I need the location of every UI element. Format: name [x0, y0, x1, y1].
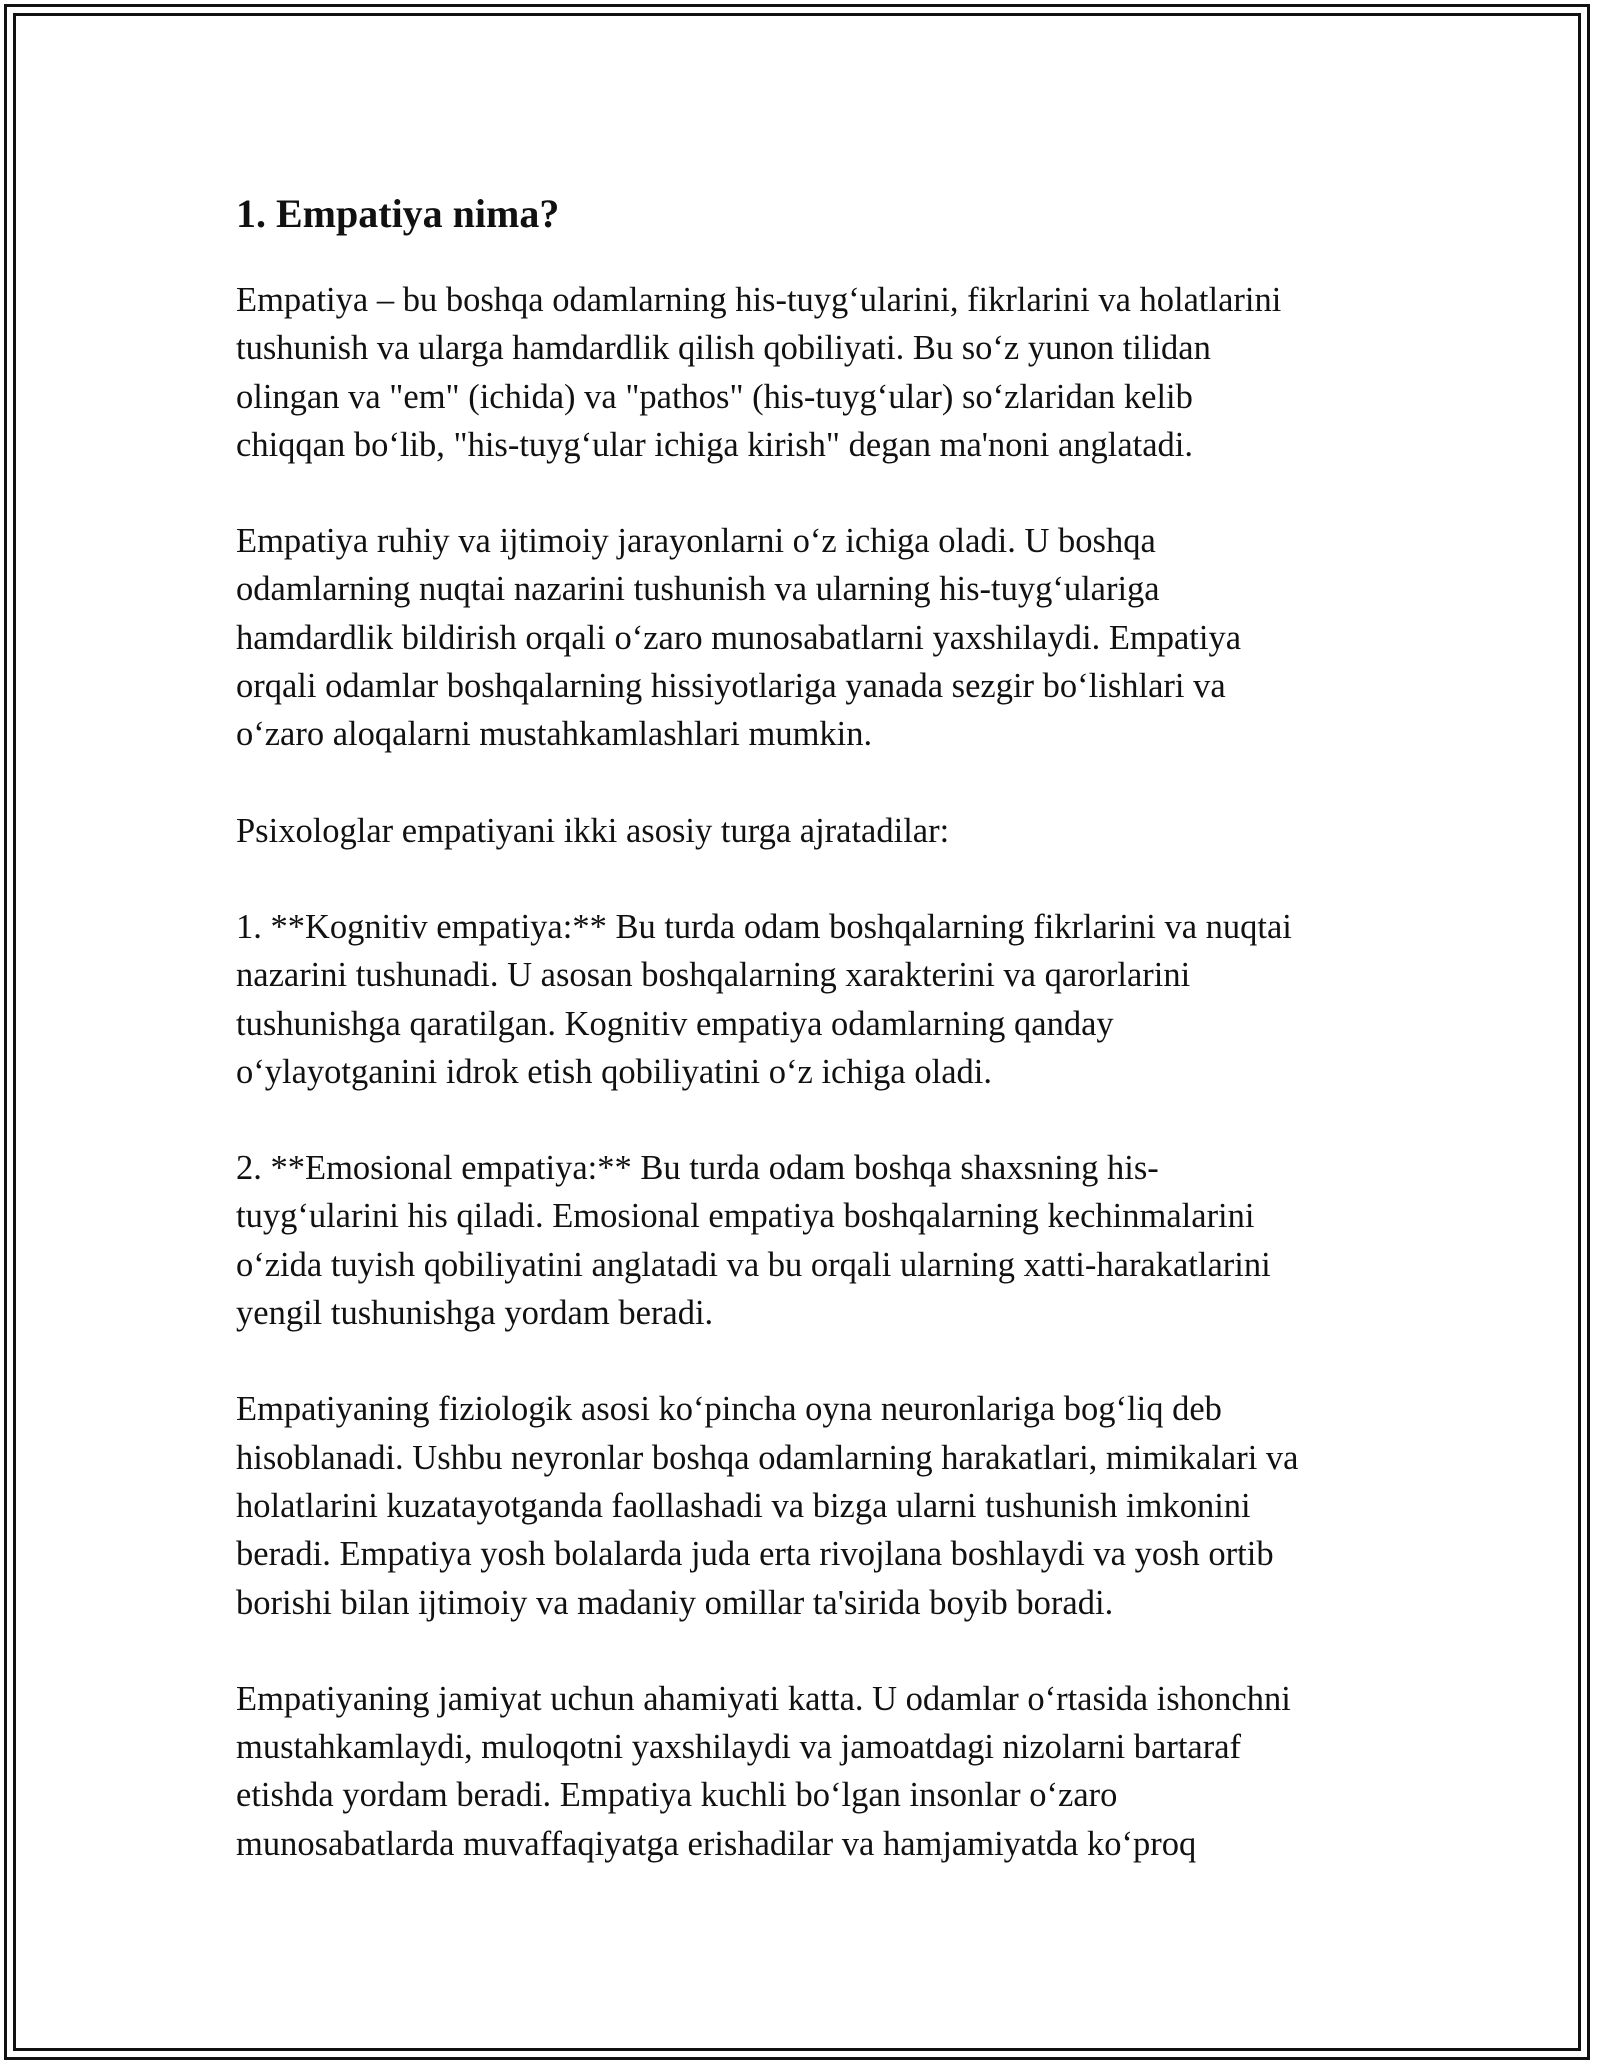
paragraph-society: [236, 1675, 1376, 1868]
text-line: olingan va "em" (ichida) va "pathos" (his-tuyg‘ular) so‘zlaridan kelib: [236, 377, 1193, 416]
text-line: orqali odamlar boshqalarning hissiyotlariga yanada sezgir bo‘lishlari va: [236, 667, 1226, 706]
text-line: hisoblanadi. Ushbu neyronlar boshqa odamlarning harakatlari, mimikalari va: [236, 1438, 1299, 1477]
text-line: hamdardlik bildirish orqali o‘zaro munosabatlarni yaxshilaydi. Empatiya: [236, 618, 1242, 657]
text-line: tushunish va ularga hamdardlik qilish qobiliyati. Bu so‘z yunon tilidan: [236, 329, 1211, 368]
section-heading: 1. Empatiya nima?: [236, 191, 560, 236]
text-line: o‘zida tuyish qobiliyatini anglatadi va bu orqali ularning xatti-harakatlarini: [236, 1245, 1271, 1284]
text-line: odamlarning nuqtai nazarini tushunish va ularning his-tuyg‘ulariga: [236, 570, 1160, 609]
text-line: munosabatlarda muvaffaqiyatga erishadilar va hamjamiyatda ko‘proq: [236, 1824, 1197, 1863]
paragraph-types-intro: [236, 807, 1376, 855]
text-line: etishda yordam beradi. Empatiya kuchli bo‘lgan insonlar o‘zaro: [236, 1776, 1118, 1815]
paragraph-emotional: [236, 1144, 1376, 1337]
text-line: mustahkamlaydi, muloqotni yaxshilaydi va jamoatdagi nizolarni bartaraf: [236, 1728, 1242, 1767]
text-line: nazarini tushunadi. U asosan boshqalarning xarakterini va qarorlarini: [236, 956, 1191, 995]
text-line: 2. **Emosional empatiya:** Bu turda odam boshqa shaxsning his-: [236, 1149, 1159, 1188]
text-line: 1. **Kognitiv empatiya:** Bu turda odam boshqalarning fikrlarini va nuqtai: [236, 907, 1292, 946]
text-line: o‘zaro aloqalarni mustahkamlashlari mumkin.: [236, 715, 873, 754]
paragraph-processes: [236, 517, 1376, 758]
text-line: tushunishga qaratilgan. Kognitiv empatiya odamlarning qanday: [236, 1004, 1114, 1043]
text-line: yengil tushunishga yordam beradi.: [236, 1294, 714, 1333]
text-line: Empatiya – bu boshqa odamlarning his-tuyg‘ularini, fikrlarini va holatlarini: [236, 281, 1282, 319]
text-line: chiqqan bo‘lib, "his-tuyg‘ular ichiga kirish" degan ma'noni anglatadi.: [236, 425, 1194, 464]
paragraph-definition: [236, 276, 1376, 469]
paragraph-physiology: [236, 1385, 1376, 1626]
document-body: [236, 186, 1376, 1916]
text-line: Empatiyaning jamiyat uchun ahamiyati katta. U odamlar o‘rtasida ishonchni: [236, 1679, 1291, 1718]
text-line: Psixologlar empatiyani ikki asosiy turga ajratadilar:: [236, 811, 950, 850]
text-line: Empatiyaning fiziologik asosi ko‘pincha oyna neuronlariga bog‘liq deb: [236, 1390, 1222, 1429]
paragraph-cognitive: [236, 903, 1376, 1096]
text-line: tuyg‘ularini his qiladi. Emosional empatiya boshqalarning kechinmalarini: [236, 1197, 1255, 1236]
text-line: o‘ylayotganini idrok etish qobiliyatini o‘z ichiga oladi.: [236, 1052, 992, 1091]
text-line: holatlarini kuzatayotganda faollashadi va bizga ularni tushunish imkonini: [236, 1486, 1251, 1525]
text-line: borishi bilan ijtimoiy va madaniy omillar ta'sirida boyib boradi.: [236, 1583, 1114, 1622]
text-line: beradi. Empatiya yosh bolalarda juda erta rivojlana boshlaydi va yosh ortib: [236, 1535, 1274, 1574]
text-line: Empatiya ruhiy va ijtimoiy jarayonlarni o‘z ichiga oladi. U boshqa: [236, 522, 1156, 561]
